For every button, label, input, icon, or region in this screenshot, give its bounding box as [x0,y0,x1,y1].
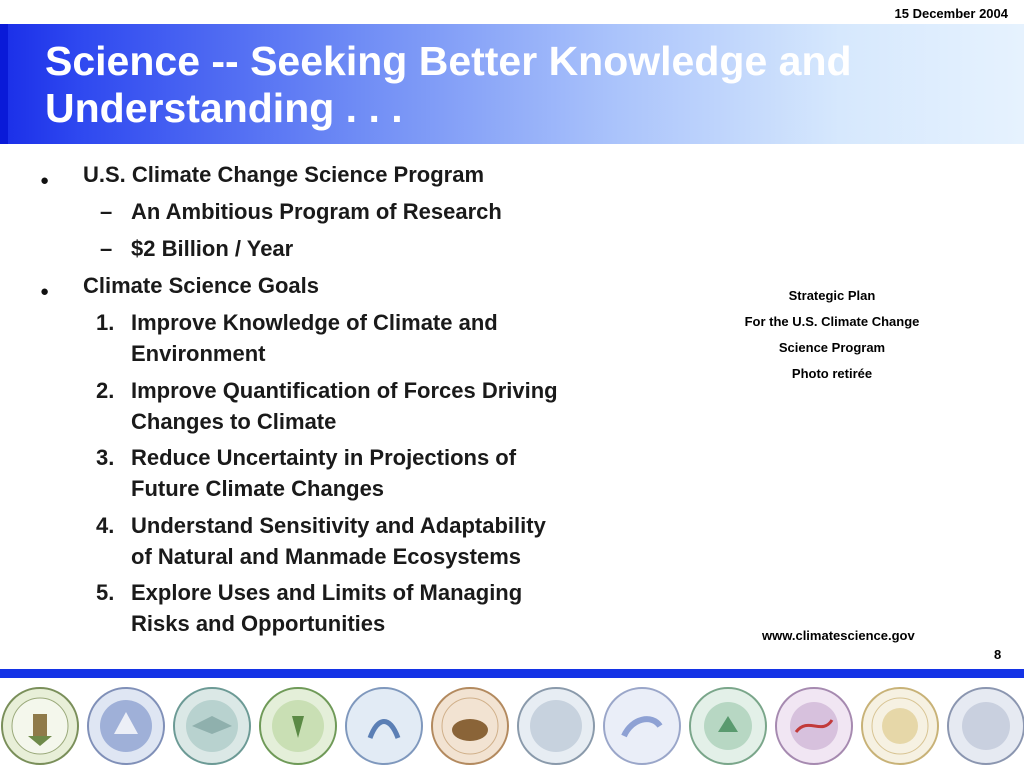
goal-line: Risks and Opportunities [131,611,386,636]
agriculture-seal-icon [0,686,80,766]
epa-seal-icon [688,686,768,766]
goal-line: Explore Uses and Limits of Managing [131,580,523,605]
hhs-seal-icon [344,686,424,766]
goal-line: of Natural and Manmade Ecosystems [131,544,522,569]
goal-item [131,510,651,572]
sublist-item: An Ambitious Program of Research [131,199,502,224]
slide-title-line2: Understanding . . . [45,85,403,131]
goal-line: Improve Quantification of Forces Driving [131,378,558,403]
dash-icon: – [100,236,113,261]
goal-number: 5. [96,580,115,605]
goal-number: 4. [96,513,115,538]
goal-line: Future Climate Changes [131,476,385,501]
goal-number: 3. [96,445,115,470]
nsf-seal-icon [860,686,940,766]
state-seal-icon [516,686,596,766]
page-number: 8 [994,647,1002,662]
goal-line: Improve Knowledge of Climate and [131,310,498,335]
goal-number: 2. [96,378,115,403]
transportation-seal-icon [602,686,682,766]
title-accent-bar [0,24,8,144]
goal-item [131,577,651,639]
energy-seal-icon [258,686,338,766]
date-label: 15 December 2004 [894,6,1008,21]
slide-title-line1: Science -- Seeking Better Knowledge and [45,38,852,84]
caption-line: Photo retirée [791,366,873,381]
goal-item [131,307,651,369]
commerce-seal-icon [86,686,166,766]
footer-divider [0,669,1024,678]
defense-seal-icon [172,686,252,766]
goal-line: Changes to Climate [131,409,337,434]
caption-line: Strategic Plan [788,288,876,303]
usaid-seal-icon [946,686,1024,766]
bullet-icon: ● [40,283,50,300]
title-band [0,24,1024,144]
goal-line: Environment [131,341,266,366]
list-item-program: U.S. Climate Change Science Program [83,162,485,187]
dash-icon: – [100,199,113,224]
caption-line: For the U.S. Climate Change [744,314,920,329]
goal-line: Understand Sensitivity and Adaptability [131,513,546,538]
sublist-item: $2 Billion / Year [131,236,294,261]
goal-item [131,375,651,437]
website-link[interactable]: www.climatescience.gov [762,628,915,643]
goal-number: 1. [96,310,115,335]
bullet-icon: ● [40,172,50,189]
agency-seals-row [0,686,1024,768]
nasa-seal-icon [774,686,854,766]
slide-title [45,38,852,132]
goal-line: Reduce Uncertainty in Projections of [131,445,517,470]
goal-item [131,442,651,504]
list-item-goals: Climate Science Goals [83,273,319,298]
photo-caption [720,286,944,390]
caption-line: Science Program [778,340,886,355]
interior-seal-icon [430,686,510,766]
